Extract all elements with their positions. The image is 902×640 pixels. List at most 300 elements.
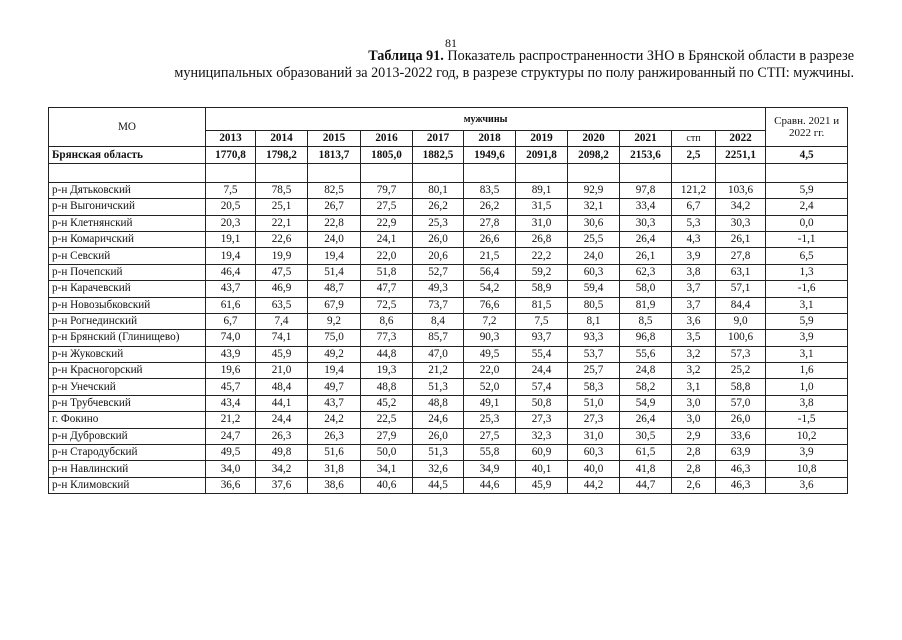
- table-cell: 76,6: [464, 297, 516, 313]
- header-year: 2021: [620, 131, 672, 147]
- table-cell: 26,8: [516, 231, 568, 247]
- table-cell: 26,2: [464, 199, 516, 215]
- table-cell: 81,5: [516, 297, 568, 313]
- table-cell: 19,1: [206, 231, 256, 247]
- table-row: [49, 363, 848, 379]
- table-row: [49, 313, 848, 329]
- table-cell: 21,5: [464, 248, 516, 264]
- table-cell: 21,2: [413, 363, 464, 379]
- table-cell: 33,4: [620, 199, 672, 215]
- table-cell: 44,8: [361, 346, 413, 362]
- table-cell: 19,9: [256, 248, 308, 264]
- table-cell: 47,5: [256, 264, 308, 280]
- table-cell: 2,6: [672, 477, 716, 493]
- table-cell: 53,7: [568, 346, 620, 362]
- table-cell: 58,0: [620, 281, 672, 297]
- table-cell: 3,0: [672, 412, 716, 428]
- table-cell: 22,2: [516, 248, 568, 264]
- table-cell: 73,7: [413, 297, 464, 313]
- table-cell: 1,6: [766, 363, 848, 379]
- table-row: [49, 477, 848, 493]
- table-cell: 27,5: [464, 428, 516, 444]
- table-cell: 43,7: [308, 395, 361, 411]
- table-cell: 19,4: [308, 248, 361, 264]
- table-cell: 46,3: [716, 461, 766, 477]
- table-cell: 40,1: [516, 461, 568, 477]
- table-cell: 27,5: [361, 199, 413, 215]
- table-cell: 49,7: [308, 379, 361, 395]
- table-cell: 8,5: [620, 313, 672, 329]
- table-cell: 80,5: [568, 297, 620, 313]
- table-cell: 50,0: [361, 445, 413, 461]
- table-cell: 3,1: [672, 379, 716, 395]
- page-number: 81: [445, 36, 457, 50]
- table-cell: 2251,1: [716, 147, 766, 163]
- table-cell: 8,1: [568, 313, 620, 329]
- table-row: [49, 281, 848, 297]
- table-cell: 31,8: [308, 461, 361, 477]
- table-row: [49, 182, 848, 198]
- table-cell: 3,6: [672, 313, 716, 329]
- table-row: [49, 231, 848, 247]
- table-cell: 41,8: [620, 461, 672, 477]
- table-cell: 45,9: [516, 477, 568, 493]
- table-cell: 27,8: [716, 248, 766, 264]
- row-name: р-н Стародубский: [49, 445, 206, 461]
- table-row: [49, 395, 848, 411]
- table-cell: 44,7: [620, 477, 672, 493]
- table-cell: 20,6: [413, 248, 464, 264]
- table-cell: 60,9: [516, 445, 568, 461]
- table-cell: 93,7: [516, 330, 568, 346]
- table-cell: 2153,6: [620, 147, 672, 163]
- table-cell: 4,3: [672, 231, 716, 247]
- table-cell: 3,8: [766, 395, 848, 411]
- table-cell: 26,0: [413, 428, 464, 444]
- table-cell: 40,0: [568, 461, 620, 477]
- table-cell: 1949,6: [464, 147, 516, 163]
- header-year: 2018: [464, 131, 516, 147]
- table-cell: 49,2: [308, 346, 361, 362]
- table-cell: 19,6: [206, 363, 256, 379]
- table-cell: 59,4: [568, 281, 620, 297]
- table-cell: 1813,7: [308, 147, 361, 163]
- table-cell: 58,9: [516, 281, 568, 297]
- table-cell: 83,5: [464, 182, 516, 198]
- table-cell: 1770,8: [206, 147, 256, 163]
- table-cell: 40,6: [361, 477, 413, 493]
- row-name: Брянская область: [49, 147, 206, 163]
- table-cell: 19,4: [308, 363, 361, 379]
- table-row: [49, 428, 848, 444]
- blank-row: [49, 163, 848, 182]
- table-cell: 48,4: [256, 379, 308, 395]
- table-cell: 57,1: [716, 281, 766, 297]
- caption-line-2: муниципальных образований за 2013-2022 год, в разрезе структуры по полу ранжированный по СТП: мужчины.: [174, 65, 854, 81]
- table-cell: 24,2: [308, 412, 361, 428]
- table-cell: 31,0: [568, 428, 620, 444]
- header-year: 2014: [256, 131, 308, 147]
- table-cell: 34,2: [256, 461, 308, 477]
- header-year: 2020: [568, 131, 620, 147]
- table-cell: 60,3: [568, 445, 620, 461]
- table-cell: -1,1: [766, 231, 848, 247]
- table-cell: 3,2: [672, 363, 716, 379]
- table-cell: 92,9: [568, 182, 620, 198]
- table-row: [49, 461, 848, 477]
- table-cell: 21,2: [206, 412, 256, 428]
- table-cell: 57,4: [516, 379, 568, 395]
- table-cell: 5,9: [766, 182, 848, 198]
- table-cell: 26,6: [464, 231, 516, 247]
- table-cell: 9,0: [716, 313, 766, 329]
- table-cell: 48,8: [361, 379, 413, 395]
- table-cell: 27,8: [464, 215, 516, 231]
- table-cell: 26,1: [716, 231, 766, 247]
- table-cell: 72,5: [361, 297, 413, 313]
- table-cell: 50,8: [516, 395, 568, 411]
- table-cell: 22,0: [464, 363, 516, 379]
- table-cell: 25,3: [413, 215, 464, 231]
- table-cell: 24,4: [516, 363, 568, 379]
- row-name: р-н Навлинский: [49, 461, 206, 477]
- table-cell: 2,9: [672, 428, 716, 444]
- table-cell: 27,3: [568, 412, 620, 428]
- table-cell: 2,4: [766, 199, 848, 215]
- table-cell: 3,0: [672, 395, 716, 411]
- table-cell: 9,2: [308, 313, 361, 329]
- table-cell: 22,5: [361, 412, 413, 428]
- table-cell: 10,8: [766, 461, 848, 477]
- table-cell: 51,6: [308, 445, 361, 461]
- table-cell: 63,9: [716, 445, 766, 461]
- table-cell: -1,5: [766, 412, 848, 428]
- table-cell: 3,6: [766, 477, 848, 493]
- header-group-men: мужчины: [206, 108, 766, 131]
- table-cell: 45,2: [361, 395, 413, 411]
- row-name: р-н Дятьковский: [49, 182, 206, 198]
- table-row: [49, 264, 848, 280]
- row-name: р-н Новозыбковский: [49, 297, 206, 313]
- table-cell: 19,4: [206, 248, 256, 264]
- table-cell: 26,0: [413, 231, 464, 247]
- table-cell: 26,1: [620, 248, 672, 264]
- table-caption: [34, 48, 854, 82]
- header-year: 2022: [716, 131, 766, 147]
- table-cell: 62,3: [620, 264, 672, 280]
- table-cell: 67,9: [308, 297, 361, 313]
- row-name: р-н Почепский: [49, 264, 206, 280]
- table-cell: 74,1: [256, 330, 308, 346]
- header-year: 2019: [516, 131, 568, 147]
- table-cell: 1,3: [766, 264, 848, 280]
- table-cell: 48,7: [308, 281, 361, 297]
- table-cell: 58,8: [716, 379, 766, 395]
- table-cell: 74,0: [206, 330, 256, 346]
- table-cell: 1798,2: [256, 147, 308, 163]
- table-cell: 81,9: [620, 297, 672, 313]
- table-cell: 0,0: [766, 215, 848, 231]
- row-name: р-н Трубчевский: [49, 395, 206, 411]
- table-cell: 46,4: [206, 264, 256, 280]
- table-cell: 6,7: [672, 199, 716, 215]
- table-cell: 3,9: [672, 248, 716, 264]
- row-name: р-н Красногорский: [49, 363, 206, 379]
- header-year: 2016: [361, 131, 413, 147]
- table-cell: 43,4: [206, 395, 256, 411]
- table-row: [49, 297, 848, 313]
- table-cell: 90,3: [464, 330, 516, 346]
- table-cell: 46,3: [716, 477, 766, 493]
- table-cell: 43,7: [206, 281, 256, 297]
- row-name: р-н Комаричский: [49, 231, 206, 247]
- table-cell: 54,2: [464, 281, 516, 297]
- table-row: [49, 379, 848, 395]
- table-body: [49, 147, 848, 494]
- table-cell: 89,1: [516, 182, 568, 198]
- table-cell: 44,5: [413, 477, 464, 493]
- row-name: р-н Жуковский: [49, 346, 206, 362]
- table-row: [49, 199, 848, 215]
- table-cell: 51,4: [308, 264, 361, 280]
- row-name: г. Фокино: [49, 412, 206, 428]
- table-cell: 10,2: [766, 428, 848, 444]
- table-cell: 54,9: [620, 395, 672, 411]
- table-cell: 22,0: [361, 248, 413, 264]
- table-header: [49, 108, 848, 147]
- table-cell: 27,3: [516, 412, 568, 428]
- table-cell: 82,5: [308, 182, 361, 198]
- table-cell: 51,8: [361, 264, 413, 280]
- table-cell: 49,8: [256, 445, 308, 461]
- table-cell: 4,5: [766, 147, 848, 163]
- table-cell: 45,7: [206, 379, 256, 395]
- table-cell: 121,2: [672, 182, 716, 198]
- table-cell: 24,7: [206, 428, 256, 444]
- table-cell: 24,0: [308, 231, 361, 247]
- table-cell: 8,6: [361, 313, 413, 329]
- table-cell: 8,4: [413, 313, 464, 329]
- table-cell: 49,3: [413, 281, 464, 297]
- row-name: р-н Рогнединский: [49, 313, 206, 329]
- table-row: [49, 330, 848, 346]
- table-cell: 6,5: [766, 248, 848, 264]
- table-cell: 25,7: [568, 363, 620, 379]
- row-name: р-н Клетнянский: [49, 215, 206, 231]
- table-cell: 19,3: [361, 363, 413, 379]
- table-cell: 57,3: [716, 346, 766, 362]
- table-cell: 3,5: [672, 330, 716, 346]
- row-name: р-н Унечский: [49, 379, 206, 395]
- table-cell: 51,0: [568, 395, 620, 411]
- header-mo: МО: [49, 108, 206, 147]
- table-cell: 78,5: [256, 182, 308, 198]
- row-name: р-н Выгоничский: [49, 199, 206, 215]
- row-name: р-н Севский: [49, 248, 206, 264]
- caption-label: Таблица 91.: [368, 48, 444, 64]
- table-cell: 3,7: [672, 281, 716, 297]
- table-cell: 31,0: [516, 215, 568, 231]
- table-cell: 38,6: [308, 477, 361, 493]
- header-year: стп: [672, 131, 716, 147]
- table-cell: 5,3: [672, 215, 716, 231]
- table-cell: 51,3: [413, 445, 464, 461]
- table-cell: 47,0: [413, 346, 464, 362]
- row-name: р-н Брянский (Глинищево): [49, 330, 206, 346]
- table-cell: 32,6: [413, 461, 464, 477]
- table-cell: 24,1: [361, 231, 413, 247]
- table-cell: 44,6: [464, 477, 516, 493]
- table-cell: 2091,8: [516, 147, 568, 163]
- table-cell: 59,2: [516, 264, 568, 280]
- table-cell: 31,5: [516, 199, 568, 215]
- table-cell: 2,5: [672, 147, 716, 163]
- table-cell: 84,4: [716, 297, 766, 313]
- table-cell: 60,3: [568, 264, 620, 280]
- table-cell: 34,2: [716, 199, 766, 215]
- table-cell: 47,7: [361, 281, 413, 297]
- table-cell: 20,3: [206, 215, 256, 231]
- table-cell: 58,2: [620, 379, 672, 395]
- table-cell: 1882,5: [413, 147, 464, 163]
- table-cell: 32,3: [516, 428, 568, 444]
- table-cell: 20,5: [206, 199, 256, 215]
- table-cell: 24,8: [620, 363, 672, 379]
- header-year: 2015: [308, 131, 361, 147]
- caption-line-1: Показатель распространенности ЗНО в Брянской области в разрезе: [443, 48, 854, 64]
- table-cell: 49,1: [464, 395, 516, 411]
- table-cell: 36,6: [206, 477, 256, 493]
- table-row: [49, 346, 848, 362]
- table-cell: 22,1: [256, 215, 308, 231]
- table-cell: 24,4: [256, 412, 308, 428]
- table-cell: 30,5: [620, 428, 672, 444]
- table-cell: -1,6: [766, 281, 848, 297]
- table-cell: 2098,2: [568, 147, 620, 163]
- table-row: [49, 215, 848, 231]
- table-cell: 51,3: [413, 379, 464, 395]
- table-cell: 7,5: [206, 182, 256, 198]
- table-cell: 3,9: [766, 330, 848, 346]
- table-cell: 85,7: [413, 330, 464, 346]
- table-cell: 48,8: [413, 395, 464, 411]
- table-cell: 37,6: [256, 477, 308, 493]
- table-cell: 1,0: [766, 379, 848, 395]
- table-cell: 24,0: [568, 248, 620, 264]
- table-cell: 44,1: [256, 395, 308, 411]
- table-cell: 3,1: [766, 346, 848, 362]
- table-cell: 63,5: [256, 297, 308, 313]
- total-row: [49, 147, 848, 163]
- table-cell: 7,5: [516, 313, 568, 329]
- table-cell: 52,0: [464, 379, 516, 395]
- table-cell: 2,8: [672, 445, 716, 461]
- table-cell: 22,9: [361, 215, 413, 231]
- table-cell: 3,7: [672, 297, 716, 313]
- table-cell: 49,5: [206, 445, 256, 461]
- table-cell: 21,0: [256, 363, 308, 379]
- table-cell: 52,7: [413, 264, 464, 280]
- header-compare: Сравн. 2021 и 2022 гг.: [766, 108, 848, 147]
- table-cell: 26,3: [308, 428, 361, 444]
- table-cell: 25,1: [256, 199, 308, 215]
- data-table: [48, 107, 848, 494]
- table-cell: 93,3: [568, 330, 620, 346]
- header-year: 2013: [206, 131, 256, 147]
- table-cell: 97,8: [620, 182, 672, 198]
- table-cell: 103,6: [716, 182, 766, 198]
- table-cell: 43,9: [206, 346, 256, 362]
- table-cell: 34,0: [206, 461, 256, 477]
- table-cell: 61,6: [206, 297, 256, 313]
- table-cell: 30,3: [716, 215, 766, 231]
- table-cell: 44,2: [568, 477, 620, 493]
- row-name: р-н Карачевский: [49, 281, 206, 297]
- table-cell: 33,6: [716, 428, 766, 444]
- table-cell: 49,5: [464, 346, 516, 362]
- table-cell: 26,2: [413, 199, 464, 215]
- table-cell: 6,7: [206, 313, 256, 329]
- table-cell: 26,4: [620, 412, 672, 428]
- table-cell: 25,3: [464, 412, 516, 428]
- table-cell: 79,7: [361, 182, 413, 198]
- table-row: [49, 445, 848, 461]
- table-cell: 26,7: [308, 199, 361, 215]
- table-cell: 7,4: [256, 313, 308, 329]
- table-cell: 24,6: [413, 412, 464, 428]
- table-cell: 26,4: [620, 231, 672, 247]
- table-cell: 55,6: [620, 346, 672, 362]
- table-cell: 55,8: [464, 445, 516, 461]
- table-cell: 7,2: [464, 313, 516, 329]
- table-cell: 55,4: [516, 346, 568, 362]
- table-cell: 96,8: [620, 330, 672, 346]
- table-cell: 100,6: [716, 330, 766, 346]
- table-cell: 61,5: [620, 445, 672, 461]
- table-cell: 22,8: [308, 215, 361, 231]
- table-cell: 25,5: [568, 231, 620, 247]
- table-cell: 3,9: [766, 445, 848, 461]
- table-cell: 34,1: [361, 461, 413, 477]
- table-cell: 56,4: [464, 264, 516, 280]
- table-cell: 26,3: [256, 428, 308, 444]
- table-cell: 34,9: [464, 461, 516, 477]
- table-cell: 22,6: [256, 231, 308, 247]
- table-cell: 25,2: [716, 363, 766, 379]
- table-cell: 75,0: [308, 330, 361, 346]
- table-cell: 2,8: [672, 461, 716, 477]
- table-cell: 3,8: [672, 264, 716, 280]
- table-row: [49, 412, 848, 428]
- table-cell: 57,0: [716, 395, 766, 411]
- row-name: р-н Климовский: [49, 477, 206, 493]
- table-cell: 27,9: [361, 428, 413, 444]
- table-cell: 5,9: [766, 313, 848, 329]
- table-cell: 32,1: [568, 199, 620, 215]
- table-cell: 3,2: [672, 346, 716, 362]
- table-cell: 30,6: [568, 215, 620, 231]
- table-cell: 46,9: [256, 281, 308, 297]
- table-row: [49, 248, 848, 264]
- table-cell: 63,1: [716, 264, 766, 280]
- table-cell: 3,1: [766, 297, 848, 313]
- row-name: р-н Дубровский: [49, 428, 206, 444]
- table-cell: 80,1: [413, 182, 464, 198]
- table-cell: 26,0: [716, 412, 766, 428]
- table-cell: 1805,0: [361, 147, 413, 163]
- table-cell: 77,3: [361, 330, 413, 346]
- header-year: 2017: [413, 131, 464, 147]
